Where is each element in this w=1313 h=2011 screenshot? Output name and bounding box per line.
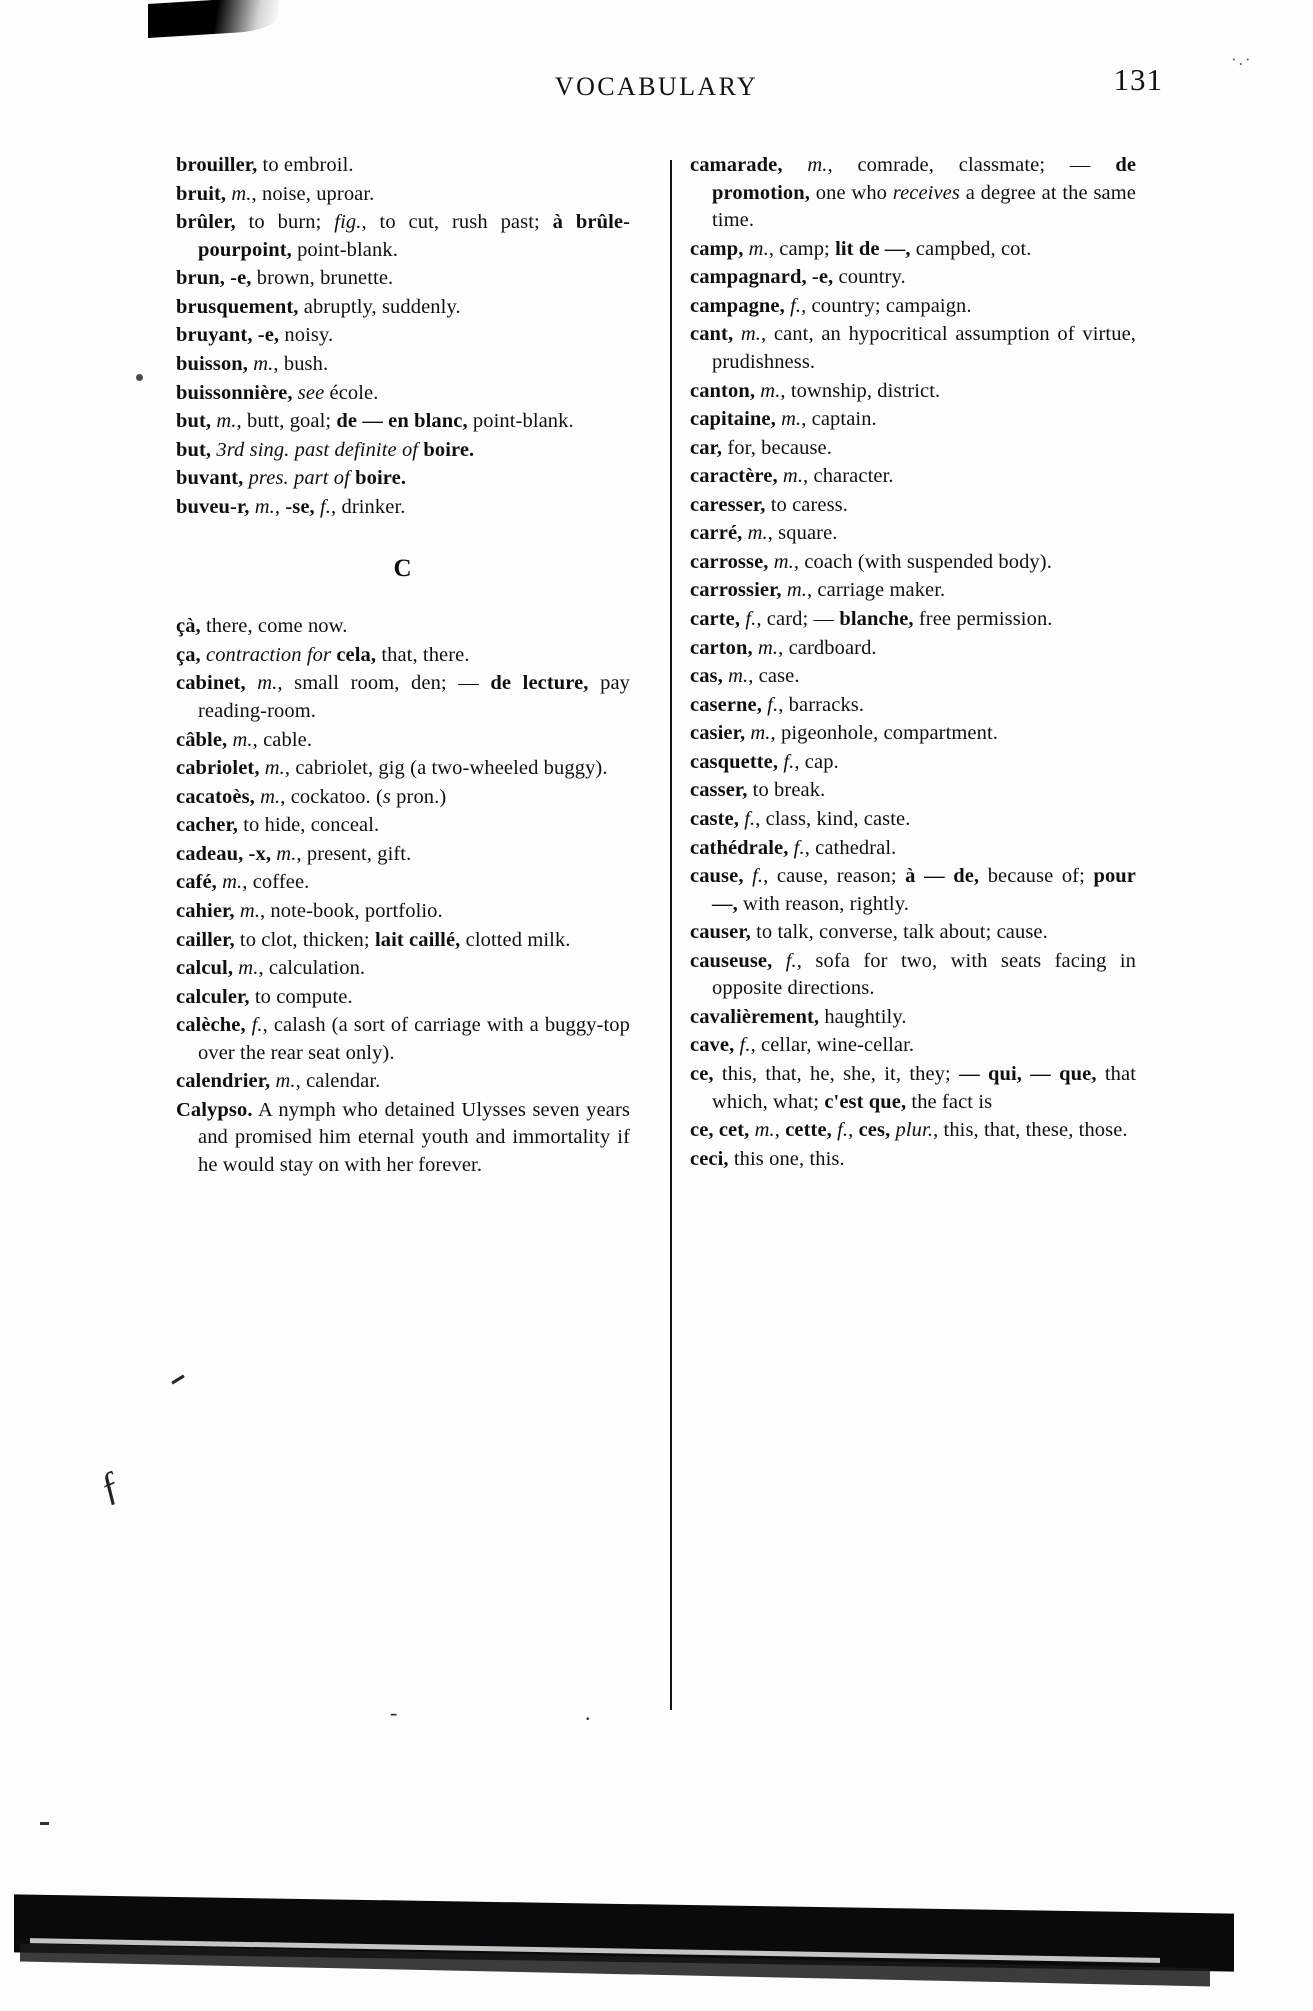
entry-definition: , pigeonhole, compartment. [770, 722, 999, 745]
dictionary-entry [690, 321, 1136, 376]
entry-headword: pour —, [712, 865, 1137, 915]
dictionary-entry [176, 294, 630, 322]
entry-headword: çà, [176, 615, 201, 638]
entry-headword: à brûle-pourpoint, [198, 211, 630, 261]
entry-definition: A nymph who detained Ulysses seven years and promised him eternal youth and immortality if he would stay on with her forever. [198, 1098, 630, 1176]
entry-definition: , small room, den; — [277, 672, 491, 695]
dictionary-entry [176, 265, 630, 293]
entry-headword: caractère, [690, 465, 778, 488]
dictionary-entry [176, 181, 630, 209]
dictionary-entry [176, 927, 630, 955]
entry-definition: to break. [747, 779, 826, 802]
entry-headword: caserne, [690, 693, 762, 716]
scan-ink-tick [171, 1375, 184, 1385]
entry-headword: calèche, [176, 1014, 246, 1037]
entry-grammar-note: f. [831, 1119, 849, 1142]
dictionary-entry [690, 236, 1136, 264]
scan-speck-top-right: ·.· [1231, 50, 1253, 69]
entry-definition: , calash (a sort of carriage with a buggy-top over the rear seat only). [198, 1014, 630, 1064]
entry-definition: brown, brunette. [251, 267, 394, 290]
entry-grammar-note: s [382, 785, 391, 808]
dictionary-entry [690, 777, 1136, 805]
entry-headword: bruit, [176, 182, 227, 205]
entry-grammar-note: m. [749, 1119, 775, 1142]
entry-headword: carrossier, [690, 579, 782, 602]
entry-definition: campbed, cot. [910, 237, 1032, 260]
entry-headword: casser, [690, 779, 748, 802]
scan-ink-dot [136, 374, 143, 381]
entry-definition: , [774, 1119, 786, 1142]
dictionary-entry [176, 152, 630, 180]
dictionary-entry [176, 1068, 630, 1096]
entry-definition: free permission. [913, 608, 1053, 630]
dictionary-entry [176, 1097, 630, 1180]
entry-headword: ces, [858, 1119, 891, 1142]
entry-definition: , cabriolet, gig (a two-wheeled buggy). [284, 757, 608, 780]
pencil-mark-icon: ƒ [92, 1460, 128, 1511]
entry-headword: but, [176, 410, 212, 433]
entry-headword: lit de —, [835, 237, 911, 260]
entry-definition: , coach (with suspended body). [793, 550, 1052, 573]
entry-definition: to talk, converse, talk about; cause. [750, 921, 1048, 944]
entry-headword: cabriolet, [176, 757, 260, 780]
entry-grammar-note: f. [738, 807, 756, 830]
entry-definition: because of; [979, 865, 1094, 888]
entry-grammar-note: m. [742, 522, 768, 545]
entry-headword: cacatoès, [176, 785, 255, 808]
entry-grammar-note: f. [761, 693, 779, 716]
entry-grammar-note: m. [245, 672, 278, 695]
entry-definition: noisy. [279, 324, 334, 347]
dictionary-entry [176, 494, 630, 522]
dictionary-entry [176, 351, 630, 379]
dictionary-entry [690, 1061, 1136, 1116]
entry-grammar-note: m. [233, 957, 259, 980]
entry-headword: cahier, [176, 899, 235, 922]
dictionary-entry [690, 1004, 1136, 1032]
entry-definition: , present, gift. [296, 842, 412, 865]
entry-definition: , case. [748, 665, 800, 688]
entry-headword: calcul, [176, 957, 234, 980]
entry-definition: to clot, thicken; [234, 928, 375, 951]
entry-headword: buveu-r, [176, 495, 250, 518]
entry-headword: caresser, [690, 493, 766, 516]
entry-headword: buvant, [176, 467, 244, 490]
entry-definition: , coffee. [242, 871, 310, 894]
entry-headword: cabinet, [176, 672, 246, 695]
entry-grammar-note: fig. [334, 211, 362, 234]
entry-definition: , square. [767, 522, 838, 545]
entry-grammar-note: m. [254, 785, 281, 808]
entry-grammar-note: f. [788, 836, 805, 859]
entry-headword: buisson, [176, 352, 249, 375]
dictionary-entry [690, 749, 1136, 777]
entry-headword: cas, [690, 665, 723, 688]
entry-headword: brusquement, [176, 295, 299, 318]
entry-headword: campagne, [690, 294, 785, 317]
dictionary-entry [690, 492, 1136, 520]
page-title: VOCABULARY [554, 72, 759, 101]
dictionary-entry [690, 1146, 1136, 1174]
dictionary-entry [690, 1117, 1136, 1145]
entry-definition: the fact is [906, 1090, 993, 1113]
entry-definition: , calculation. [258, 957, 366, 980]
entry-definition: pay reading-room. [198, 672, 630, 722]
entry-grammar-note: m. [743, 237, 769, 260]
entry-definition: , township, district. [780, 379, 941, 402]
entry-definition: , sofa for two, with seats facing in opposite directions. [712, 949, 1136, 1000]
entry-headword: boire. [423, 438, 475, 461]
dictionary-entry [690, 577, 1136, 605]
entry-headword: calendrier, [176, 1070, 271, 1093]
entry-headword: brouiller, [176, 154, 258, 176]
entry-definition: , to cut, rush past; [361, 211, 553, 234]
scan-ink-comma-left: - [390, 1700, 398, 1725]
entry-headword: causeuse, [690, 949, 773, 972]
entry-headword: carton, [690, 636, 753, 659]
entry-headword: cavalièrement, [690, 1005, 820, 1028]
dictionary-entry [176, 408, 630, 436]
dictionary-entry [176, 984, 630, 1012]
entry-headword: lait caillé, [374, 928, 461, 951]
entry-headword: cela, [336, 643, 377, 666]
entry-headword: carrosse, [690, 550, 769, 573]
entry-definition: that which, what; [712, 1063, 1136, 1113]
entry-grammar-note: m. [782, 154, 828, 176]
dictionary-entry [176, 437, 630, 465]
dictionary-entry [690, 520, 1136, 548]
dictionary-entry [176, 727, 630, 755]
entry-headword: buissonnière, [176, 381, 293, 404]
entry-headword: car, [690, 436, 723, 459]
dictionary-entry [176, 613, 630, 641]
vocabulary-body [176, 152, 1156, 1181]
dictionary-entry [690, 663, 1136, 691]
entry-headword: — qui, — que, [959, 1063, 1097, 1085]
entry-headword: câble, [176, 728, 228, 751]
entry-definition: , carriage maker. [806, 579, 946, 602]
entry-headword: cause, [690, 865, 744, 888]
entry-headword: casier, [690, 722, 746, 745]
entry-grammar-note: contraction for [200, 643, 332, 666]
entry-headword: campagnard, -e, [690, 266, 834, 289]
entry-grammar-note: m. [248, 352, 274, 375]
entry-definition: pron.) [390, 785, 447, 808]
entry-definition: école. [324, 381, 379, 404]
scan-edge-bottom [0, 1886, 1313, 2011]
entry-definition: for, because. [722, 436, 832, 459]
entry-grammar-note: m. [752, 636, 779, 659]
dictionary-entry [176, 670, 630, 725]
dictionary-entry [690, 293, 1136, 321]
entry-definition: , [274, 495, 286, 518]
entry-grammar-note: see [292, 381, 325, 404]
entry-headword: ça, [176, 643, 201, 666]
section-letter-heading: C [393, 555, 413, 583]
entry-definition: abruptly, suddenly. [298, 295, 461, 318]
entry-definition: , barracks. [778, 693, 865, 716]
entry-definition: , cathedral. [804, 836, 897, 859]
dictionary-entry [176, 209, 630, 264]
entry-definition: , bush. [273, 352, 329, 375]
dictionary-entry [176, 869, 630, 897]
entry-headword: cave, [690, 1034, 735, 1057]
entry-definition: , cause, reason; [763, 865, 906, 888]
dictionary-entry [176, 955, 630, 983]
dictionary-entry [690, 606, 1136, 634]
dictionary-entry [176, 380, 630, 408]
dictionary-entry [176, 898, 630, 926]
entry-headword: cadeau, -x, [176, 842, 272, 865]
entry-grammar-note: f. [314, 495, 332, 518]
dictionary-entry [690, 692, 1136, 720]
entry-grammar-note: m. [777, 465, 804, 488]
entry-list-c [176, 613, 630, 1179]
entry-definition: , card; — [756, 608, 840, 630]
dictionary-entry [690, 1032, 1136, 1060]
entry-definition: country. [833, 266, 906, 289]
entry-grammar-note: m. [216, 871, 243, 894]
entry-headword: blanche, [839, 608, 914, 630]
entry-definition: , cable. [252, 728, 313, 751]
entry-grammar-note: f. [245, 1014, 263, 1037]
entry-headword: Calypso. [176, 1098, 253, 1121]
entry-grammar-note: m. [211, 410, 237, 433]
dictionary-entry [690, 835, 1136, 863]
entry-definition: to hide, conceal. [238, 814, 380, 837]
entry-definition: , [848, 1119, 859, 1142]
entry-headword: ce, [690, 1063, 714, 1085]
entry-headword: but, [176, 438, 212, 461]
entry-headword: boire. [355, 467, 407, 490]
entry-headword: carte, [690, 608, 741, 630]
entry-headword: causer, [690, 921, 751, 944]
entry-grammar-note: f. [740, 608, 757, 630]
entry-definition: , cant, an hypocritical assumption of virtue, prudishness. [712, 323, 1137, 373]
entry-headword: capitaine, [690, 408, 776, 431]
entry-headword: casquette, [690, 750, 779, 773]
entry-definition: , butt, goal; [236, 410, 337, 433]
entry-headword: c'est que, [824, 1090, 907, 1113]
entry-headword: café, [176, 871, 217, 894]
entry-definition: , captain. [801, 408, 877, 431]
entry-grammar-note: m. [733, 323, 762, 346]
entry-headword: cathédrale, [690, 836, 789, 859]
entry-definition: , noise, uproar. [251, 182, 375, 205]
scan-ink-comma-right: . [585, 1700, 591, 1725]
entry-grammar-note: f. [772, 949, 797, 972]
entry-definition: , note-book, portfolio. [259, 899, 443, 922]
entry-grammar-note: m. [775, 408, 802, 431]
entry-grammar-note: m. [768, 550, 794, 573]
entry-headword: carré, [690, 522, 743, 545]
entry-grammar-note: m. [249, 495, 275, 518]
entry-definition: with reason, rightly. [737, 892, 909, 915]
entry-grammar-note: m. [227, 728, 253, 751]
entry-headword: ce, cet, [690, 1119, 750, 1142]
entry-headword: cacher, [176, 814, 238, 837]
entry-grammar-note: f. [743, 865, 764, 888]
dictionary-entry [176, 1012, 630, 1067]
entry-grammar-note: m. [745, 722, 771, 745]
entry-grammar-note: m. [270, 1070, 296, 1093]
entry-grammar-note: m. [755, 379, 781, 402]
entry-headword: camp, [690, 237, 744, 260]
entry-headword: brun, -e, [176, 267, 252, 290]
entry-definition: , drinker. [331, 495, 406, 518]
entry-definition: , cardboard. [778, 636, 877, 659]
entry-definition: one who [810, 181, 893, 204]
page-number: 131 [1113, 62, 1163, 97]
entry-grammar-note: pres. part of [243, 467, 350, 490]
entry-definition: a degree at the same time. [712, 181, 1136, 232]
entry-definition: to embroil. [257, 154, 354, 176]
dictionary-entry [176, 784, 630, 812]
dictionary-entry [690, 264, 1136, 292]
right-column [656, 152, 1136, 1181]
dictionary-entry [690, 378, 1136, 406]
entry-headword: caste, [690, 807, 739, 830]
entry-definition: there, come now. [200, 615, 348, 638]
entry-grammar-note: m. [259, 757, 285, 780]
entry-definition: , country; campaign. [801, 294, 972, 317]
entry-headword: calculer, [176, 985, 250, 1008]
entry-headword: à — de, [905, 865, 980, 888]
dictionary-entry [176, 322, 630, 350]
entry-definition: point-blank. [467, 410, 574, 433]
entry-list-c-continued [690, 152, 1136, 1173]
entry-grammar-note: m. [722, 665, 749, 688]
entry-grammar-note: m. [226, 182, 252, 205]
entry-headword: camarade, [690, 154, 783, 176]
entry-headword: cette, [785, 1119, 832, 1142]
entry-definition: , comrade, classmate; — [827, 154, 1116, 176]
entry-grammar-note: receives [892, 181, 960, 204]
entry-headword: de — en blanc, [336, 410, 468, 433]
entry-definition: , this, that, these, those. [933, 1119, 1128, 1142]
entry-definition: , cellar, wine-cellar. [750, 1034, 915, 1057]
entry-headword: ceci, [690, 1147, 729, 1170]
dictionary-entry [690, 549, 1136, 577]
entry-definition: , camp; [768, 237, 836, 260]
entry-definition: this, that, he, she, it, they; [713, 1063, 960, 1085]
entry-grammar-note: m. [234, 899, 260, 922]
left-column [176, 152, 656, 1181]
entry-grammar-note: m. [271, 842, 297, 865]
scan-smudge-top-left [148, 0, 278, 38]
entry-headword: -se, [285, 495, 315, 518]
entry-list-b [176, 152, 630, 521]
dictionary-entry [176, 841, 630, 869]
entry-headword: cailler, [176, 928, 235, 951]
entry-definition: clotted milk. [460, 928, 571, 951]
entry-definition: , calendar. [295, 1070, 381, 1093]
entry-grammar-note: 3rd sing. past definite of [211, 438, 419, 461]
entry-headword: de promotion, [712, 154, 1137, 204]
dictionary-entry [690, 635, 1136, 663]
dictionary-entry [690, 806, 1136, 834]
dictionary-entry [690, 720, 1136, 748]
entry-headword: de lecture, [490, 672, 589, 695]
entry-definition: , character. [803, 465, 894, 488]
entry-definition: , cockatoo. ( [280, 785, 383, 808]
entry-definition: point-blank. [291, 238, 398, 261]
entry-definition: to compute. [249, 985, 353, 1008]
dictionary-entry [176, 465, 630, 493]
dictionary-entry [690, 463, 1136, 491]
entry-grammar-note: f. [734, 1034, 751, 1057]
dictionary-entry [690, 406, 1136, 434]
dictionary-entry [176, 642, 630, 670]
entry-definition: , cap. [794, 750, 839, 773]
entry-grammar-note: f. [778, 750, 795, 773]
entry-headword: brûler, [176, 211, 236, 234]
entry-grammar-note: f. [784, 294, 802, 317]
dictionary-entry [176, 812, 630, 840]
entry-grammar-note: m. [781, 579, 807, 602]
dictionary-entry [690, 152, 1136, 235]
dictionary-entry [690, 919, 1136, 947]
scan-ink-mark-bottom-left [40, 1822, 49, 1825]
entry-definition: haughtily. [819, 1005, 907, 1028]
dictionary-entry [690, 948, 1136, 1003]
dictionary-entry [690, 435, 1136, 463]
entry-headword: canton, [690, 379, 756, 402]
entry-headword: bruyant, -e, [176, 324, 280, 347]
entry-grammar-note: plur. [890, 1119, 934, 1142]
dictionary-entry [690, 863, 1136, 918]
entry-definition: to burn; [235, 211, 335, 234]
entry-headword: cant, [690, 323, 734, 346]
entry-definition: , class, kind, caste. [755, 807, 911, 830]
entry-definition: this one, this. [728, 1147, 845, 1170]
dictionary-entry [176, 755, 630, 783]
entry-definition: to caress. [765, 493, 848, 516]
entry-definition: that, there. [376, 643, 470, 666]
